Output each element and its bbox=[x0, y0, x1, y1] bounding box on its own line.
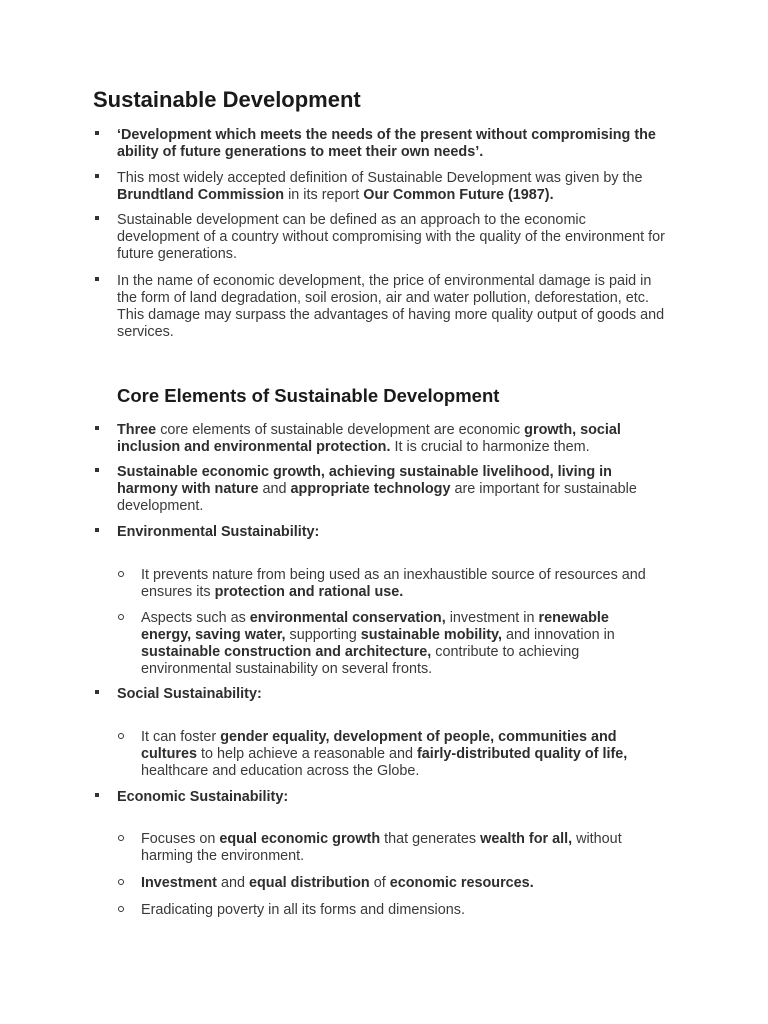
page-title: Sustainable Development bbox=[93, 87, 361, 112]
text: This most widely accepted definition of Sustainable Development was given by the bbox=[117, 170, 643, 186]
text: to help achieve a reasonable and bbox=[196, 746, 418, 762]
bold-text: sustainable mobility, bbox=[360, 627, 502, 643]
circle-bullet-icon bbox=[118, 610, 124, 627]
text: contribute to achieving environmental sustainability on several fronts. bbox=[141, 644, 580, 677]
circle-bullet-icon bbox=[118, 831, 124, 848]
list-item bbox=[117, 422, 667, 456]
bold-text: equal distribution bbox=[249, 875, 370, 891]
list-item bbox=[117, 464, 667, 515]
text: Focuses on bbox=[141, 831, 220, 847]
bold-text: Our Common Future (1987). bbox=[363, 187, 554, 203]
sub-list-item bbox=[141, 729, 661, 780]
text: It prevents nature from being used as an inexhaustible source of resources and ensures its bbox=[141, 567, 646, 600]
text: without harming the environment. bbox=[141, 831, 622, 864]
list-item bbox=[117, 127, 667, 161]
text: Aspects such as bbox=[141, 610, 250, 626]
list-item bbox=[117, 686, 667, 703]
text: supporting bbox=[285, 627, 361, 643]
bold-text: appropriate technology bbox=[290, 481, 451, 497]
text: It is crucial to harmonize them. bbox=[390, 439, 590, 455]
bold-text: gender equality, development of people, communities and cultures bbox=[141, 729, 617, 762]
circle-bullet-icon bbox=[118, 729, 124, 746]
bold-text: Investment bbox=[141, 875, 217, 891]
bold-text: ‘Development which meets the needs of the present without compromising the ability of future generations to meet their own needs’. bbox=[117, 127, 656, 160]
square-bullet-icon bbox=[95, 422, 99, 439]
text: are important for sustainable development. bbox=[117, 481, 637, 514]
sub-list-item bbox=[141, 875, 661, 892]
sub-list-item bbox=[141, 567, 661, 601]
square-bullet-icon bbox=[95, 524, 99, 541]
text: core elements of sustainable development are economic bbox=[156, 422, 525, 438]
text: investment in bbox=[445, 610, 539, 626]
circle-bullet-icon bbox=[118, 902, 124, 919]
square-bullet-icon bbox=[95, 273, 99, 290]
circle-bullet-icon bbox=[118, 567, 124, 584]
bold-text: growth, social inclusion and environmental protection. bbox=[117, 422, 621, 455]
bold-text: Social Sustainability: bbox=[117, 686, 262, 702]
section-heading: Core Elements of Sustainable Development bbox=[117, 385, 500, 406]
bold-text: economic resources. bbox=[389, 875, 534, 891]
square-bullet-icon bbox=[95, 686, 99, 703]
text: and bbox=[258, 481, 291, 497]
bold-text: environmental conservation, bbox=[249, 610, 446, 626]
bold-text: Brundtland Commission bbox=[117, 187, 285, 203]
text: It can foster bbox=[141, 729, 221, 745]
square-bullet-icon bbox=[95, 789, 99, 806]
sub-list-item bbox=[141, 902, 661, 919]
bold-text: Economic Sustainability: bbox=[117, 789, 289, 805]
text: and bbox=[216, 875, 249, 891]
list-item bbox=[117, 524, 667, 541]
text: and innovation in bbox=[502, 627, 615, 643]
sub-list-item bbox=[141, 831, 661, 865]
text: that generates bbox=[380, 831, 481, 847]
bold-text: equal economic growth bbox=[219, 831, 381, 847]
list-item bbox=[117, 273, 667, 341]
text: healthcare and education across the Globe. bbox=[141, 763, 420, 779]
circle-bullet-icon bbox=[118, 875, 124, 892]
text: In the name of economic development, the price of environmental damage is paid in the form of land degradation, soil erosion, air and water pollution, deforestation, etc. This damage may surpass the advantages of having more quality output of goods and services. bbox=[117, 273, 665, 340]
list-item bbox=[117, 789, 667, 806]
text: of bbox=[369, 875, 390, 891]
list-item bbox=[117, 170, 667, 204]
bold-text: wealth for all, bbox=[480, 831, 573, 847]
text: in its report bbox=[284, 187, 364, 203]
square-bullet-icon bbox=[95, 464, 99, 481]
bold-text: renewable energy, saving water, bbox=[141, 610, 609, 643]
text: Eradicating poverty in all its forms and dimensions. bbox=[141, 902, 465, 918]
bold-text: protection and rational use. bbox=[214, 584, 404, 600]
list-item bbox=[117, 212, 667, 263]
bold-text: Environmental Sustainability: bbox=[117, 524, 320, 540]
bold-text: Three bbox=[117, 422, 157, 438]
bold-text: sustainable construction and architecture, bbox=[141, 644, 432, 660]
sub-list-item bbox=[141, 610, 661, 678]
square-bullet-icon bbox=[95, 127, 99, 144]
square-bullet-icon bbox=[95, 170, 99, 187]
square-bullet-icon bbox=[95, 212, 99, 229]
bold-text: Sustainable economic growth, achieving sustainable livelihood, living in harmony with nature bbox=[117, 464, 612, 497]
bold-text: fairly-distributed quality of life, bbox=[417, 746, 628, 762]
text: Sustainable development can be defined as an approach to the economic development of a country without compromising with the quality of the environment for future generations. bbox=[117, 212, 665, 262]
